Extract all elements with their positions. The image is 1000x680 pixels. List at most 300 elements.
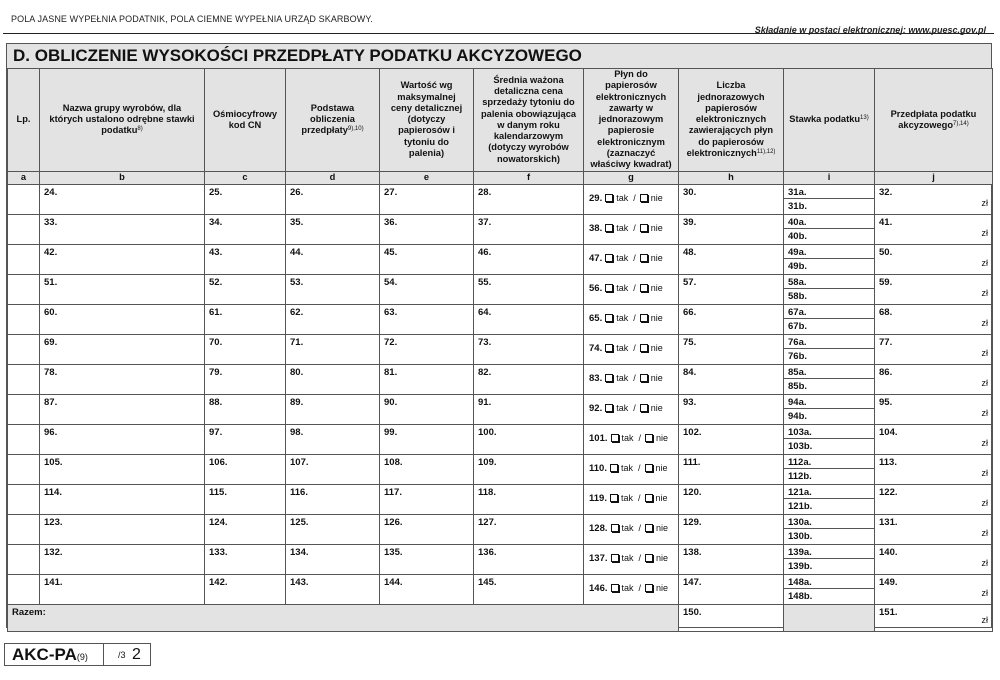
calculation-basis-field[interactable] (286, 544, 380, 574)
checkbox-yes[interactable] (611, 584, 619, 592)
e-liquid-choice-field (584, 424, 679, 454)
checkbox-no[interactable] (640, 254, 648, 262)
disposable-ecig-count-field[interactable] (679, 334, 784, 364)
tax-rate-field (784, 334, 875, 364)
field-number: 149. (879, 576, 898, 588)
lp-field[interactable] (8, 244, 40, 274)
option-separator: / (637, 493, 641, 504)
option-separator: / (638, 433, 642, 444)
lp-field[interactable] (8, 364, 40, 394)
product-group-name-field[interactable] (40, 484, 205, 514)
field-number: 139a. (788, 546, 812, 558)
max-retail-value-field[interactable] (380, 394, 474, 424)
field-number: 130b. (788, 531, 813, 543)
calculation-basis-field[interactable] (286, 334, 380, 364)
field-number: 100. (478, 426, 497, 438)
tax-rate-field (784, 184, 875, 214)
checkbox-no[interactable] (645, 464, 653, 472)
max-retail-value-field[interactable] (380, 424, 474, 454)
cn-code-field[interactable] (205, 574, 286, 604)
field-number: 150. (683, 606, 702, 618)
checkbox-no[interactable] (645, 584, 653, 592)
currency-label: zł (981, 557, 988, 568)
total-prepayment-field[interactable] (875, 604, 993, 631)
field-number: 112a. (788, 456, 812, 468)
tax-rate-a-field[interactable] (784, 275, 874, 290)
tax-rate-a-field[interactable] (784, 395, 874, 410)
disposable-ecig-count-field[interactable] (679, 484, 784, 514)
page-number-box (104, 644, 150, 665)
checkbox-no[interactable] (645, 494, 653, 502)
field-number: 146. (589, 582, 608, 594)
field-number: 99. (384, 426, 398, 438)
max-retail-value-field[interactable] (380, 484, 474, 514)
checkbox-no[interactable] (640, 404, 648, 412)
product-group-name-field[interactable] (40, 274, 205, 304)
field-number: 130a. (788, 516, 812, 528)
column-letter-row (8, 171, 993, 184)
disposable-ecig-count-field[interactable] (679, 574, 784, 604)
max-retail-value-field[interactable] (380, 364, 474, 394)
cn-code-field[interactable] (205, 334, 286, 364)
field-number: 96. (44, 426, 58, 438)
option-yes-label: tak (621, 433, 634, 444)
checkbox-yes[interactable] (605, 284, 613, 292)
excise-prepayment-field[interactable] (875, 304, 993, 334)
weighted-avg-price-field[interactable] (474, 514, 584, 544)
disposable-ecig-count-field[interactable] (679, 304, 784, 334)
form-footer (4, 643, 151, 666)
product-group-name-field[interactable] (40, 544, 205, 574)
table-row (8, 484, 993, 514)
field-number: 86. (879, 366, 893, 378)
field-number: 142. (209, 576, 228, 588)
tax-rate-field (784, 244, 875, 274)
excise-prepayment-field[interactable] (875, 274, 993, 304)
tax-rate-b-field[interactable] (784, 439, 874, 454)
lp-field[interactable] (8, 334, 40, 364)
lp-field[interactable] (8, 394, 40, 424)
calculation-basis-field[interactable] (286, 214, 380, 244)
tax-rate-field (784, 454, 875, 484)
field-number: 91. (478, 396, 492, 408)
field-number: 56. (589, 282, 603, 294)
weighted-avg-price-field[interactable] (474, 544, 584, 574)
calculation-basis-field[interactable] (286, 274, 380, 304)
field-number: 32. (879, 186, 893, 198)
field-number: 53. (290, 276, 304, 288)
field-number: 136. (478, 546, 497, 558)
tax-rate-b-field[interactable] (784, 319, 874, 334)
currency-label: zł (981, 497, 988, 508)
max-retail-value-field[interactable] (380, 454, 474, 484)
checkbox-yes[interactable] (611, 524, 619, 532)
field-number: 93. (683, 396, 697, 408)
lp-field[interactable] (8, 184, 40, 214)
field-number: 63. (384, 306, 398, 318)
cn-code-field[interactable] (205, 244, 286, 274)
section-d-frame (6, 43, 992, 628)
field-number: 92. (589, 402, 603, 414)
tax-rate-a-field[interactable] (784, 185, 874, 200)
cn-code-field[interactable] (205, 394, 286, 424)
column-letter-g: g (584, 171, 679, 184)
tax-rate-b-field[interactable] (784, 469, 874, 484)
option-no-label: nie (650, 193, 663, 204)
field-number: 35. (290, 216, 304, 228)
column-header-f (474, 69, 584, 172)
calculation-basis-field[interactable] (286, 304, 380, 334)
product-group-name-field[interactable] (40, 244, 205, 274)
checkbox-yes[interactable] (605, 254, 613, 262)
weighted-avg-price-field[interactable] (474, 274, 584, 304)
field-number: 31a. (788, 186, 807, 198)
excise-prepayment-field[interactable] (875, 454, 993, 484)
header-divider (3, 33, 994, 34)
tax-rate-a-field[interactable] (784, 215, 874, 230)
calculation-basis-field[interactable] (286, 484, 380, 514)
field-number: 46. (478, 246, 492, 258)
field-number: 139b. (788, 561, 813, 573)
weighted-avg-price-field[interactable] (474, 454, 584, 484)
option-yes-label: tak (616, 193, 629, 204)
checkbox-no[interactable] (645, 434, 653, 442)
field-number: 129. (683, 516, 702, 528)
tax-rate-a-field[interactable] (784, 305, 874, 320)
tax-rate-b-field[interactable] (784, 529, 874, 544)
table-row (8, 304, 993, 334)
disposable-ecig-count-field[interactable] (679, 544, 784, 574)
product-group-name-field[interactable] (40, 394, 205, 424)
field-number: 137. (589, 552, 608, 564)
cn-code-field[interactable] (205, 514, 286, 544)
field-number: 59. (879, 276, 893, 288)
cn-code-field[interactable] (205, 184, 286, 214)
lp-field[interactable] (8, 544, 40, 574)
max-retail-value-field[interactable] (380, 214, 474, 244)
table-row (8, 424, 993, 454)
option-yes-label: tak (616, 343, 629, 354)
option-no-label: nie (650, 343, 663, 354)
section-title-band (7, 44, 991, 69)
field-number: 25. (209, 186, 223, 198)
field-number: 102. (683, 426, 702, 438)
currency-label: zł (981, 587, 988, 598)
weighted-avg-price-field[interactable] (474, 244, 584, 274)
field-number: 76b. (788, 351, 808, 363)
field-number: 72. (384, 336, 398, 348)
max-retail-value-field[interactable] (380, 184, 474, 214)
lp-field[interactable] (8, 574, 40, 604)
field-number: 40b. (788, 231, 808, 243)
calculation-basis-field[interactable] (286, 574, 380, 604)
disposable-ecig-count-field[interactable] (679, 424, 784, 454)
option-yes-label: tak (616, 373, 629, 384)
field-number: 31b. (788, 201, 808, 213)
calculation-basis-field[interactable] (286, 514, 380, 544)
excise-prepayment-field[interactable] (875, 244, 993, 274)
weighted-avg-price-field[interactable] (474, 334, 584, 364)
cn-code-field[interactable] (205, 424, 286, 454)
column-header-d (286, 69, 380, 172)
product-group-name-field[interactable] (40, 514, 205, 544)
product-group-name-field[interactable] (40, 334, 205, 364)
table-row (8, 244, 993, 274)
column-header-b (40, 69, 205, 172)
excise-prepayment-field[interactable] (875, 544, 993, 574)
tax-rate-b-field[interactable] (784, 379, 874, 394)
max-retail-value-field[interactable] (380, 514, 474, 544)
column-header-label: Podstawa obliczenia przedpłaty (301, 102, 355, 136)
tax-rate-a-field[interactable] (784, 545, 874, 560)
field-number: 83. (589, 372, 603, 384)
product-group-name-field[interactable] (40, 574, 205, 604)
weighted-avg-price-field[interactable] (474, 424, 584, 454)
field-number: 121a. (788, 486, 812, 498)
disposable-ecig-count-field[interactable] (679, 274, 784, 304)
excise-prepayment-field[interactable] (875, 484, 993, 514)
e-liquid-choice-field (584, 184, 679, 214)
tax-rate-field (784, 304, 875, 334)
cn-code-field[interactable] (205, 484, 286, 514)
field-number: 65. (589, 312, 603, 324)
field-number: 57. (683, 276, 697, 288)
total-ecig-count-field[interactable] (679, 604, 784, 631)
tax-rate-b-field[interactable] (784, 499, 874, 514)
field-number: 108. (384, 456, 403, 468)
currency-label: zł (981, 347, 988, 358)
option-yes-label: tak (616, 313, 629, 324)
column-header-label: Stawka podatku (789, 114, 861, 125)
disposable-ecig-count-field[interactable] (679, 184, 784, 214)
disposable-ecig-count-field[interactable] (679, 394, 784, 424)
cn-code-field[interactable] (205, 214, 286, 244)
excise-prepayment-field[interactable] (875, 424, 993, 454)
weighted-avg-price-field[interactable] (474, 364, 584, 394)
tax-rate-a-field[interactable] (784, 455, 874, 470)
checkbox-yes[interactable] (605, 224, 613, 232)
tax-rate-a-field[interactable] (784, 515, 874, 530)
lp-field[interactable] (8, 214, 40, 244)
tax-rate-b-field[interactable] (784, 199, 874, 214)
checkbox-no[interactable] (640, 284, 648, 292)
field-number: 80. (290, 366, 304, 378)
disposable-ecig-count-field[interactable] (679, 364, 784, 394)
e-liquid-choice-field (584, 394, 679, 424)
disposable-ecig-count-field[interactable] (679, 214, 784, 244)
max-retail-value-field[interactable] (380, 274, 474, 304)
field-number: 97. (209, 426, 223, 438)
field-number: 76a. (788, 336, 807, 348)
option-no-label: nie (656, 523, 669, 534)
tax-rate-a-field[interactable] (784, 335, 874, 350)
excise-prepayment-field[interactable] (875, 574, 993, 604)
option-no-label: nie (650, 283, 663, 294)
checkbox-yes[interactable] (611, 434, 619, 442)
excise-prepayment-field[interactable] (875, 334, 993, 364)
product-group-name-field[interactable] (40, 214, 205, 244)
checkbox-no[interactable] (640, 314, 648, 322)
disposable-ecig-count-field[interactable] (679, 454, 784, 484)
calculation-basis-field[interactable] (286, 424, 380, 454)
tax-rate-a-field[interactable] (784, 245, 874, 260)
column-letter-c: c (205, 171, 286, 184)
field-number: 141. (44, 576, 63, 588)
checkbox-yes[interactable] (605, 404, 613, 412)
weighted-avg-price-field[interactable] (474, 574, 584, 604)
option-no-label: nie (656, 433, 669, 444)
excise-prepayment-field[interactable] (875, 214, 993, 244)
lp-field[interactable] (8, 274, 40, 304)
calculation-basis-field[interactable] (286, 364, 380, 394)
option-yes-label: tak (620, 463, 633, 474)
tax-rate-field (784, 484, 875, 514)
field-number: 90. (384, 396, 398, 408)
lp-field[interactable] (8, 424, 40, 454)
column-header-j (875, 69, 993, 172)
field-number: 73. (478, 336, 492, 348)
checkbox-yes[interactable] (605, 374, 613, 382)
column-header-a (8, 69, 40, 172)
lp-field[interactable] (8, 454, 40, 484)
field-number: 123. (44, 516, 63, 528)
column-header-label: Przedpłata podatku akcyzowego (890, 108, 977, 130)
cn-code-field[interactable] (205, 544, 286, 574)
weighted-avg-price-field[interactable] (474, 394, 584, 424)
cn-code-field[interactable] (205, 364, 286, 394)
e-liquid-choice-field (584, 244, 679, 274)
form-code: AKC-PA (12, 645, 77, 664)
cn-code-field[interactable] (205, 304, 286, 334)
field-number: 115. (209, 486, 227, 498)
tax-rate-b-field[interactable] (784, 229, 874, 244)
column-header-c (205, 69, 286, 172)
field-number: 113. (879, 456, 897, 468)
column-letter-d: d (286, 171, 380, 184)
column-header-label: Nazwa grupy wyrobów, dla których ustalono odrębne stawki podatku (49, 102, 195, 136)
calculation-basis-field[interactable] (286, 184, 380, 214)
tax-rate-b-field[interactable] (784, 289, 874, 304)
column-header-h (679, 69, 784, 172)
field-number: 148a. (788, 576, 812, 588)
max-retail-value-field[interactable] (380, 244, 474, 274)
cn-code-field[interactable] (205, 454, 286, 484)
lp-field[interactable] (8, 484, 40, 514)
field-number: 133. (209, 546, 228, 558)
max-retail-value-field[interactable] (380, 334, 474, 364)
footnote-ref: 7),14) (953, 120, 969, 127)
disposable-ecig-count-field[interactable] (679, 514, 784, 544)
weighted-avg-price-field[interactable] (474, 484, 584, 514)
checkbox-yes[interactable] (610, 464, 618, 472)
calculation-basis-field[interactable] (286, 454, 380, 484)
option-separator: / (637, 463, 641, 474)
tax-rate-b-field[interactable] (784, 409, 874, 424)
field-number: 94a. (788, 396, 807, 408)
checkbox-no[interactable] (645, 554, 653, 562)
table-row (8, 364, 993, 394)
field-number: 106. (209, 456, 228, 468)
tax-rate-a-field[interactable] (784, 485, 874, 500)
tax-rate-a-field[interactable] (784, 425, 874, 440)
product-group-name-field[interactable] (40, 424, 205, 454)
currency-label: zł (981, 614, 988, 625)
checkbox-no[interactable] (640, 374, 648, 382)
weighted-avg-price-field[interactable] (474, 214, 584, 244)
field-number: 103a. (788, 426, 812, 438)
field-number: 140. (879, 546, 898, 558)
weighted-avg-price-field[interactable] (474, 304, 584, 334)
option-separator: / (633, 193, 636, 204)
field-number: 62. (290, 306, 304, 318)
product-group-name-field[interactable] (40, 184, 205, 214)
max-retail-value-field[interactable] (380, 574, 474, 604)
field-number: 131. (879, 516, 898, 528)
option-yes-label: tak (621, 553, 634, 564)
field-number: 68. (879, 306, 893, 318)
tax-rate-b-field[interactable] (784, 349, 874, 364)
field-number: 70. (209, 336, 223, 348)
max-retail-value-field[interactable] (380, 304, 474, 334)
tax-rate-a-field[interactable] (784, 575, 874, 590)
max-retail-value-field[interactable] (380, 544, 474, 574)
tax-rate-b-field[interactable] (784, 589, 874, 604)
field-number: 40a. (788, 216, 807, 228)
tax-rate-b-field[interactable] (784, 559, 874, 574)
total-tax-rate-office-field (784, 604, 875, 631)
tax-rate-b-field[interactable] (784, 259, 874, 274)
option-no-label: nie (656, 583, 669, 594)
column-header-row (8, 69, 993, 172)
calculation-basis-field[interactable] (286, 244, 380, 274)
product-group-name-field[interactable] (40, 364, 205, 394)
field-number: 98. (290, 426, 304, 438)
checkbox-no[interactable] (640, 344, 648, 352)
excise-prepayment-field[interactable] (875, 394, 993, 424)
field-number: 144. (384, 576, 403, 588)
table-row (8, 274, 993, 304)
disposable-ecig-count-field[interactable] (679, 244, 784, 274)
page-total: /3 (118, 650, 126, 660)
checkbox-yes[interactable] (605, 314, 613, 322)
checkbox-no[interactable] (645, 524, 653, 532)
checkbox-yes[interactable] (611, 554, 619, 562)
tax-rate-a-field[interactable] (784, 365, 874, 380)
option-separator: / (633, 343, 636, 354)
excise-prepayment-field[interactable] (875, 184, 993, 214)
product-group-name-field[interactable] (40, 454, 205, 484)
tax-rate-field (784, 364, 875, 394)
cn-code-field[interactable] (205, 274, 286, 304)
field-number: 47. (589, 252, 603, 264)
checkbox-yes[interactable] (610, 494, 618, 502)
lp-field[interactable] (8, 304, 40, 334)
excise-prepayment-field[interactable] (875, 514, 993, 544)
e-liquid-choice-field (584, 544, 679, 574)
field-number: 104. (879, 426, 898, 438)
field-number: 135. (384, 546, 403, 558)
lp-field[interactable] (8, 514, 40, 544)
checkbox-no[interactable] (640, 194, 648, 202)
checkbox-no[interactable] (640, 224, 648, 232)
form-code-box (5, 644, 104, 665)
checkbox-yes[interactable] (605, 344, 613, 352)
product-group-name-field[interactable] (40, 304, 205, 334)
excise-prepayment-field[interactable] (875, 364, 993, 394)
weighted-avg-price-field[interactable] (474, 184, 584, 214)
calculation-basis-field[interactable] (286, 394, 380, 424)
checkbox-yes[interactable] (605, 194, 613, 202)
